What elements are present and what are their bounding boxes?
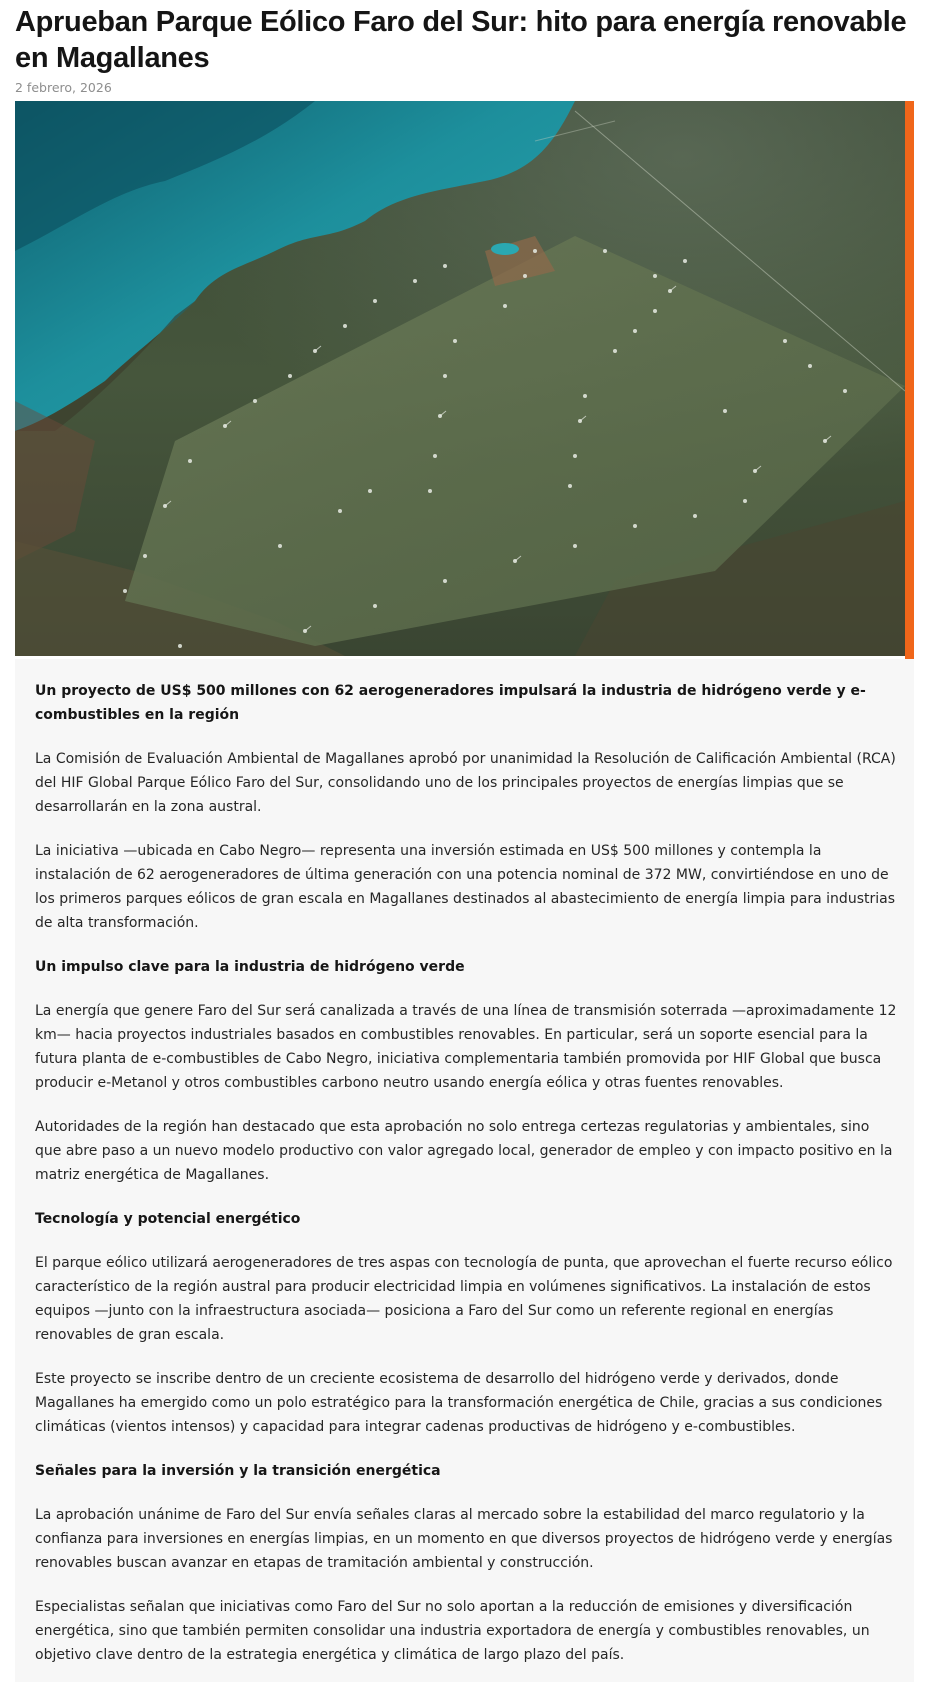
accent-bar (905, 101, 914, 659)
section-heading: Un impulso clave para la industria de hidrógeno verde (35, 959, 465, 975)
article-body (15, 659, 914, 1682)
paragraph: La energía que genere Faro del Sur será canalizada a través de una línea de transmisión soterrada —aproximadamente 12 km— hacia proyectos industriales basados en combustibles renovables. En particular, será un soporte esencial para la futura planta de e-combustibles de Cabo Negro, iniciativa complementaria también promovida por HIF Global que busca producir e-Metanol y otros combustibles carbono neutro usando energía eólica y otras fuentes renovables. (35, 1003, 897, 1091)
article-lead: Un proyecto de US$ 500 millones con 62 aerogeneradores impulsará la industria de hidrógeno verde y e-combustibles en la región (35, 683, 866, 723)
section-heading: Señales para la inversión y la transición energética (35, 1463, 441, 1479)
paragraph: La iniciativa —ubicada en Cabo Negro— representa una inversión estimada en US$ 500 millones y contempla la instalación de 62 aerogeneradores de última generación con una potencia nominal de 372 MW, convirtiéndose en uno de los primeros parques eólicos de gran escala en Magallanes destinados al abastecimiento de energía limpia para industrias de alta transformación. (35, 843, 895, 931)
aerial-wind-farm-photo (15, 101, 905, 656)
paragraph: Especialistas señalan que iniciativas como Faro del Sur no solo aportan a la reducción de emisiones y diversificación energética, sino que también permiten consolidar una industria exportadora de energía y combustibles renovables, un objetivo clave dentro de la estrategia energética y climática de largo plazo del país. (35, 1599, 870, 1663)
paragraph: Autoridades de la región han destacado que esta aprobación no solo entrega certezas regulatorias y ambientales, sino que abre paso a un nuevo modelo productivo con valor agregado local, generador de empleo y con impacto positivo en la matriz energética de Magallanes. (35, 1119, 893, 1183)
hero-image (15, 101, 905, 656)
section-heading: Tecnología y potencial energético (35, 1211, 301, 1227)
article-date: 2 febrero, 2026 (15, 80, 112, 95)
paragraph: El parque eólico utilizará aerogeneradores de tres aspas con tecnología de punta, que aprovechan el fuerte recurso eólico característico de la región austral para producir electricidad limpia en volúmenes significativos. La instalación de estos equipos —junto con la infraestructura asociada— posiciona a Faro del Sur como un referente regional en energías renovables de gran escala. (35, 1255, 893, 1343)
article-title: Aprueban Parque Eólico Faro del Sur: hito para energía renovable en Magallanes (15, 6, 907, 74)
paragraph: La aprobación unánime de Faro del Sur envía señales claras al mercado sobre la estabilidad del marco regulatorio y la confianza para inversiones en energías limpias, en un momento en que diversos proyectos de hidrógeno verde y energías renovables buscan avanzar en etapas de tramitación ambiental y construcción. (35, 1507, 893, 1571)
paragraph: Este proyecto se inscribe dentro de un creciente ecosistema de desarrollo del hidrógeno verde y derivados, donde Magallanes ha emergido como un polo estratégico para la transformación energética de Chile, gracias a sus condiciones climáticas (vientos intensos) y capacidad para integrar cadenas productivas de hidrógeno y e-combustibles. (35, 1371, 883, 1435)
article-content (35, 679, 899, 1687)
paragraph: La Comisión de Evaluación Ambiental de Magallanes aprobó por unanimidad la Resolución de Calificación Ambiental (RCA) del HIF Global Parque Eólico Faro del Sur, consolidando uno de los principales proyectos de energías limpias que se desarrollarán en la zona austral. (35, 751, 896, 815)
